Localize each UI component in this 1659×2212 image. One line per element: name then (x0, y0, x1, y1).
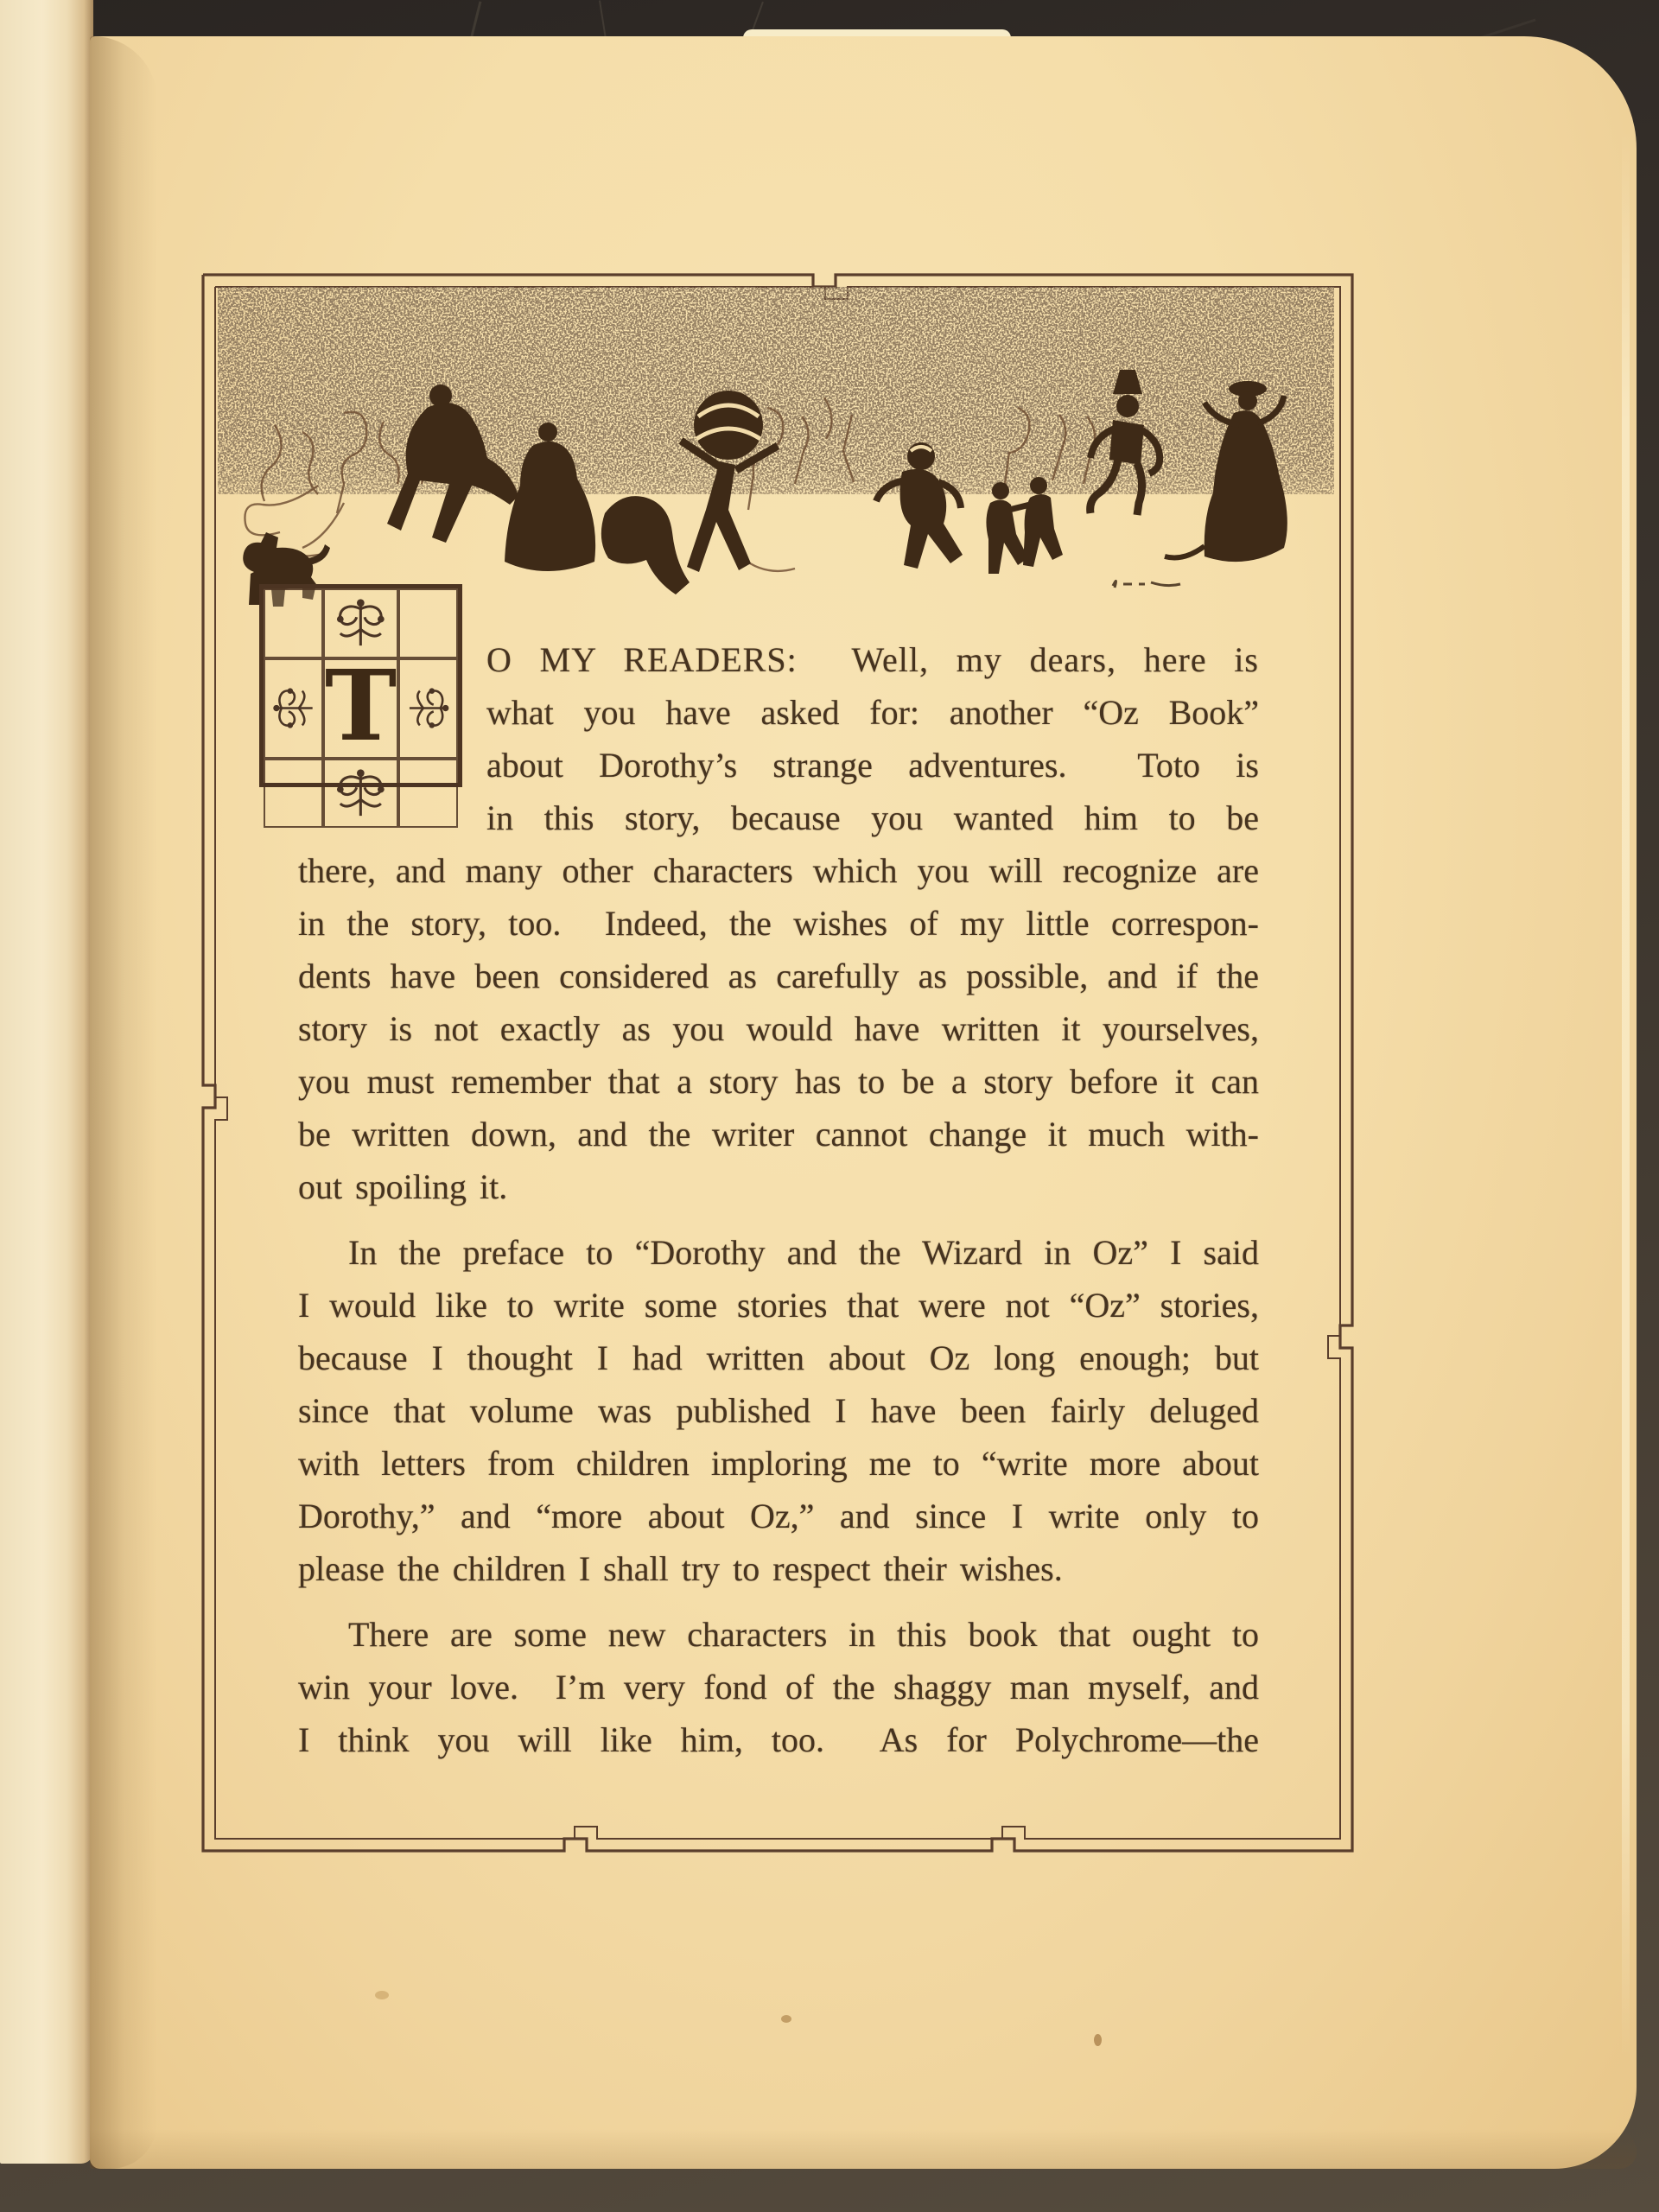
text-line: I would like to write some stories that were not “Oz” stories, (298, 1286, 1259, 1325)
text-line: since that volume was published I have been fairly deluged (298, 1391, 1259, 1430)
paragraph (298, 1608, 1259, 1766)
paragraph (298, 1226, 1259, 1595)
text-line: I think you will like him, too. As for Polychrome—the (298, 1720, 1259, 1759)
text-line: out spoiling it. (298, 1167, 508, 1206)
text-line: there, and many other characters which you will recognize are (298, 851, 1259, 890)
text-line: with letters from children imploring me to “write more about (298, 1444, 1259, 1483)
text-line: about Dorothy’s strange adventures. Toto is (486, 746, 1259, 785)
crowd-illustration (214, 287, 1338, 608)
text-line: There are some new characters in this book that ought to (348, 1615, 1259, 1654)
text-line: please the children I shall try to respect their wishes. (298, 1549, 1063, 1588)
text-line: dents have been considered as carefully as possible, and if the (298, 957, 1259, 995)
signature-mark (1113, 581, 1180, 588)
text-line: In the preface to “Dorothy and the Wizard in Oz” I said (348, 1233, 1259, 1272)
text-line: what you have asked for: another “Oz Book” (486, 693, 1259, 732)
book-page (90, 36, 1637, 2169)
paper-blemish (375, 1991, 389, 1999)
paper-blemish (781, 2015, 791, 2023)
crowd-texture (218, 287, 1334, 494)
text-line: in the story, too. Indeed, the wishes of my little correspon- (298, 904, 1259, 943)
paragraph (298, 633, 1259, 1213)
text-line: you must remember that a story has to be a story before it can (298, 1062, 1259, 1101)
paper-blemish (1094, 2034, 1102, 2046)
text-line: O MY READERS: Well, my dears, here is (486, 640, 1259, 679)
text-line: be written down, and the writer cannot change it much with- (298, 1115, 1259, 1154)
text-line: story is not exactly as you would have written it yourselves, (298, 1009, 1259, 1048)
dropcap-letter: T (324, 649, 397, 763)
text-line: win your love. I’m very fond of the shaggy man myself, and (298, 1668, 1259, 1707)
text-line: in this story, because you wanted him to be (486, 798, 1259, 837)
preface-text (298, 633, 1259, 1766)
page-edge-highlight (1622, 131, 1630, 2058)
left-page-edge (0, 0, 93, 2164)
text-line: because I thought I had written about Oz long enough; but (298, 1338, 1259, 1377)
text-line: Dorothy,” and “more about Oz,” and since I write only to (298, 1497, 1259, 1535)
